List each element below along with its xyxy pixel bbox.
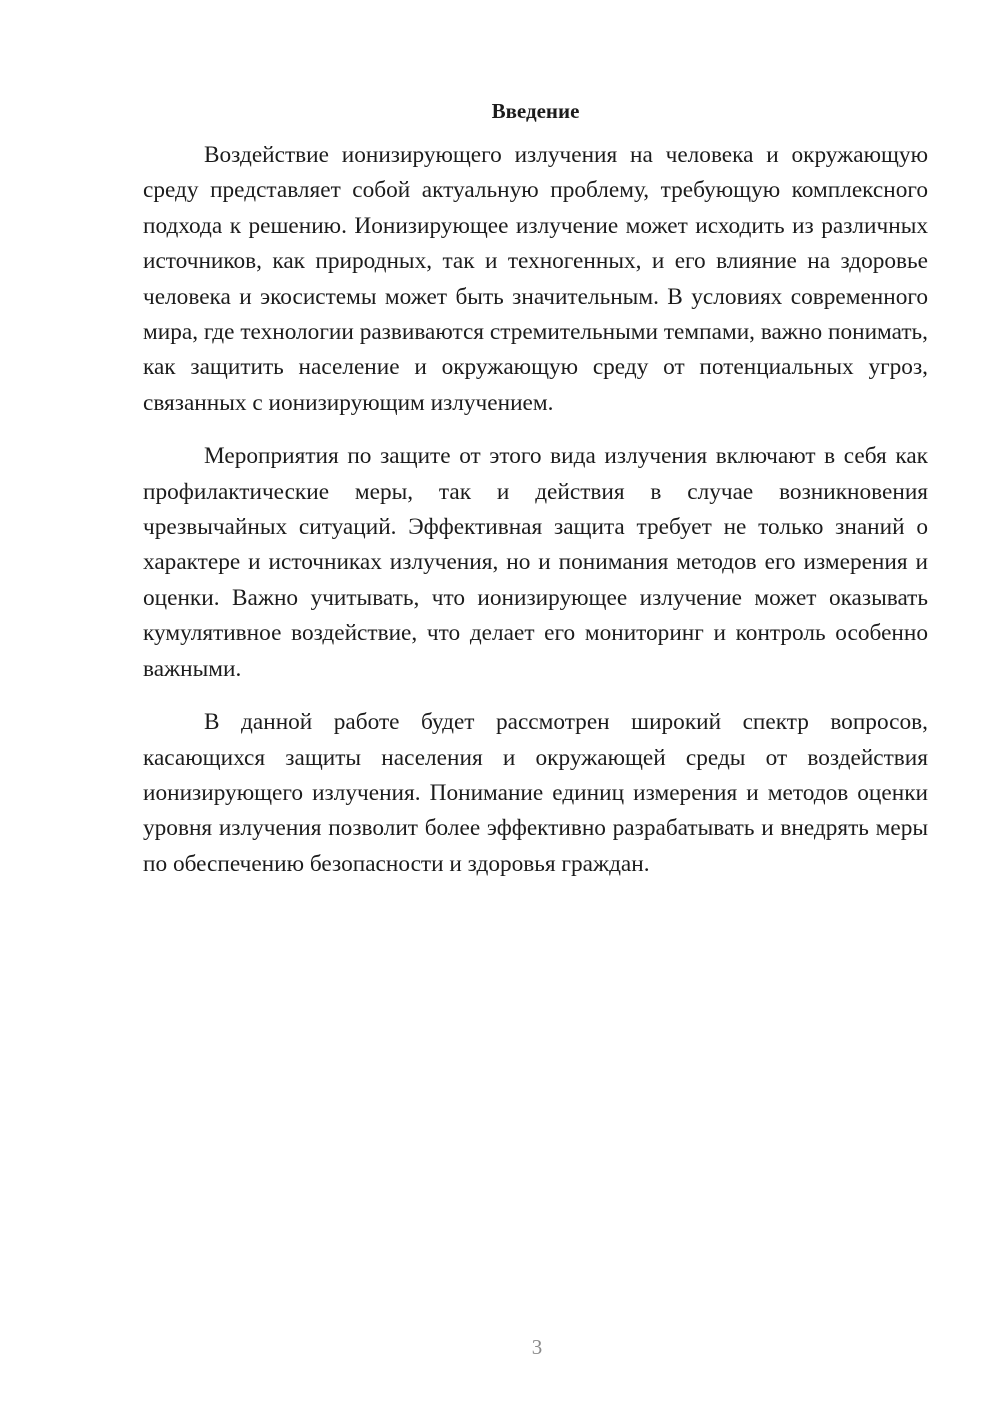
page-number: 3 [531, 1335, 543, 1359]
paragraph-1: Воздействие ионизирующего излучения на человека и окружающую среду представляет собой актуальную проблему, требующую комплексного подхода к решению. Ионизирующее излучение может исходить из различных источников, как природных, так и техногенных, и его влияние на здоровье человека и экосистемы может быть значительным. В условиях современного мира, где технологии развиваются стремительными темпами, важно понимать, как защитить население и окружающую среду от потенциальных угроз, связанных с ионизирующим излучением. [143, 142, 928, 416]
section-title: Введение [491, 99, 580, 123]
page-content [143, 98, 928, 900]
paragraph-3: В данной работе будет рассмотрен широкий спектр вопросов, касающихся защиты населения и окружающей среды от воздействия ионизирующего излучения. Понимание единиц измерения и методов оценки уровня излучения позволит более эффективно разрабатывать и внедрять меры по обеспечению безопасности и здоровья граждан. [143, 709, 928, 877]
paragraph-2: Мероприятия по защите от этого вида излучения включают в себя как профилактические меры, так и действия в случае возникновения чрезвычайных ситуаций. Эффективная защита требует не только знаний о характере и источниках излучения, но и понимания методов его измерения и оценки. Важно учитывать, что ионизирующее излучение может оказывать кумулятивное воздействие, что делает его мониторинг и контроль особенно важными. [143, 443, 928, 682]
